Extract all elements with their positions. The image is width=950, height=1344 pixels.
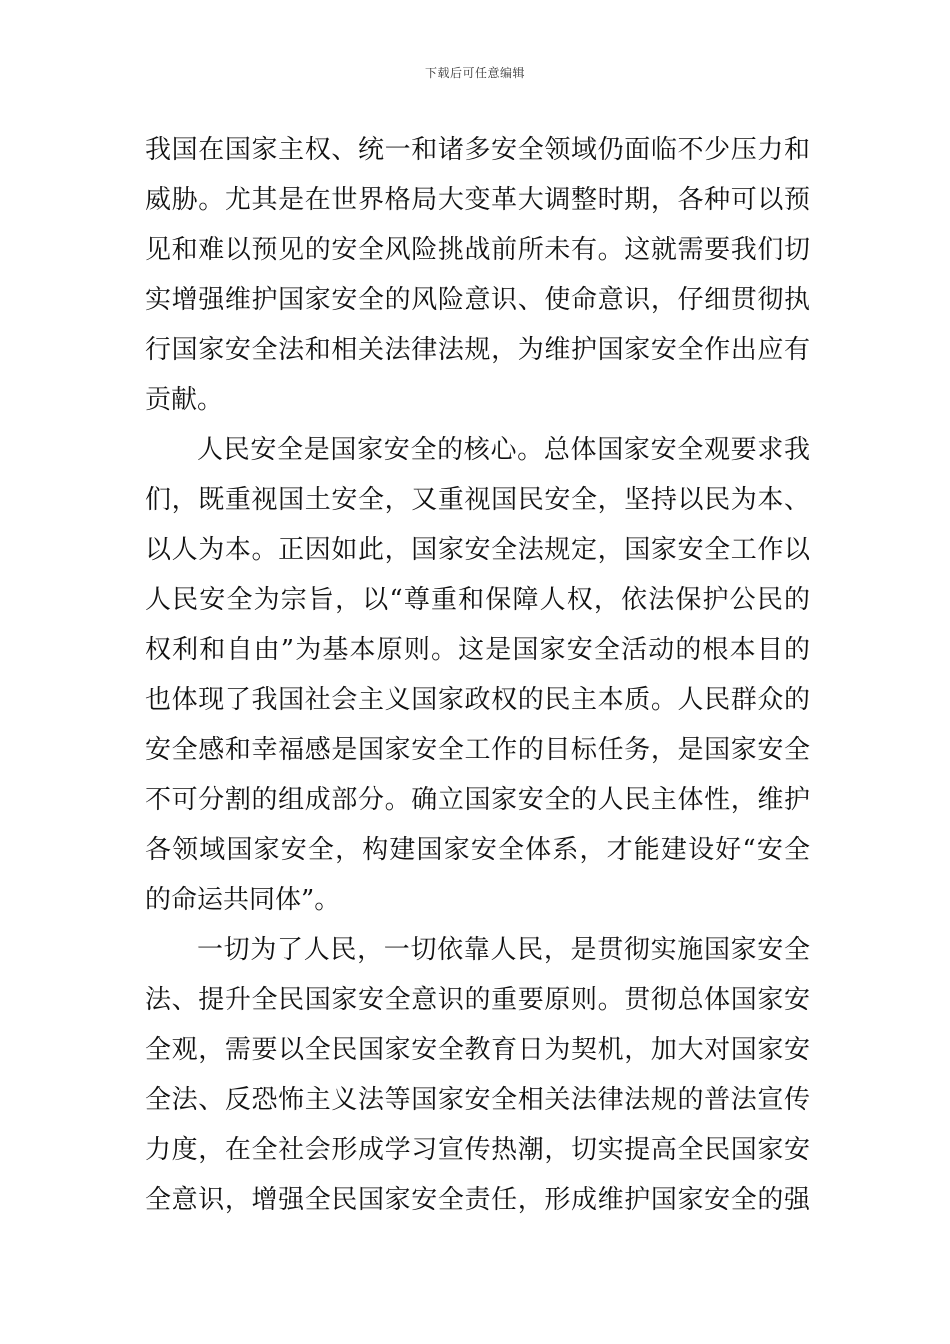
paragraph-2-line-5: 权利和自由”为基本原则。这是国家安全活动的根本目的 bbox=[145, 635, 810, 665]
page-header: 下载后可任意编辑 bbox=[424, 66, 525, 80]
paragraph-3-line-4: 全法、反恐怖主义法等国家安全相关法律法规的普法宣传 bbox=[145, 1085, 810, 1115]
paragraph-1-line-2: 威胁。尤其是在世界格局大变革大调整时期，各种可以预 bbox=[145, 185, 810, 215]
paragraph-1-line-3: 见和难以预见的安全风险挑战前所未有。这就需要我们切 bbox=[145, 235, 810, 265]
paragraph-2-line-1: 人民安全是国家安全的核心。总体国家安全观要求我 bbox=[197, 435, 810, 465]
paragraph-2-line-7: 安全感和幸福感是国家安全工作的目标任务，是国家安全 bbox=[145, 735, 810, 765]
paragraph-2-line-6: 也体现了我国社会主义国家政权的民主本质。人民群众的 bbox=[145, 685, 810, 715]
paragraph-1-line-5: 行国家安全法和相关法律法规，为维护国家安全作出应有 bbox=[145, 335, 810, 365]
paragraph-3-line-1: 一切为了人民，一切依靠人民，是贯彻实施国家安全 bbox=[197, 935, 810, 965]
paragraph-3-line-2: 法、提升全民国家安全意识的重要原则。贯彻总体国家安 bbox=[145, 985, 810, 1015]
paragraph-2-line-3: 以人为本。正因如此，国家安全法规定，国家安全工作以 bbox=[145, 535, 810, 565]
paragraph-2-line-9: 各领域国家安全，构建国家安全体系，才能建设好“安全 bbox=[145, 835, 810, 865]
paragraph-3-line-3: 全观，需要以全民国家安全教育日为契机，加大对国家安 bbox=[145, 1035, 810, 1065]
paragraph-2-line-2: 们，既重视国土安全，又重视国民安全，坚持以民为本、 bbox=[145, 485, 810, 515]
paragraph-2-line-8: 不可分割的组成部分。确立国家安全的人民主体性，维护 bbox=[145, 785, 810, 815]
paragraph-1-line-6: 贡献。 bbox=[145, 385, 224, 415]
paragraph-2-line-4: 人民安全为宗旨，以“尊重和保障人权，依法保护公民的 bbox=[145, 585, 810, 615]
paragraph-3-line-6: 全意识，增强全民国家安全责任，形成维护国家安全的强 bbox=[145, 1185, 810, 1215]
document-body bbox=[145, 125, 810, 1225]
paragraph-3-line-5: 力度，在全社会形成学习宣传热潮，切实提高全民国家安 bbox=[145, 1135, 810, 1165]
paragraph-1-line-4: 实增强维护国家安全的风险意识、使命意识，仔细贯彻执 bbox=[145, 285, 810, 315]
paragraph-2-line-10: 的命运共同体”。 bbox=[145, 885, 341, 915]
paragraph-1-line-1: 我国在国家主权、统一和诸多安全领域仍面临不少压力和 bbox=[145, 135, 810, 165]
